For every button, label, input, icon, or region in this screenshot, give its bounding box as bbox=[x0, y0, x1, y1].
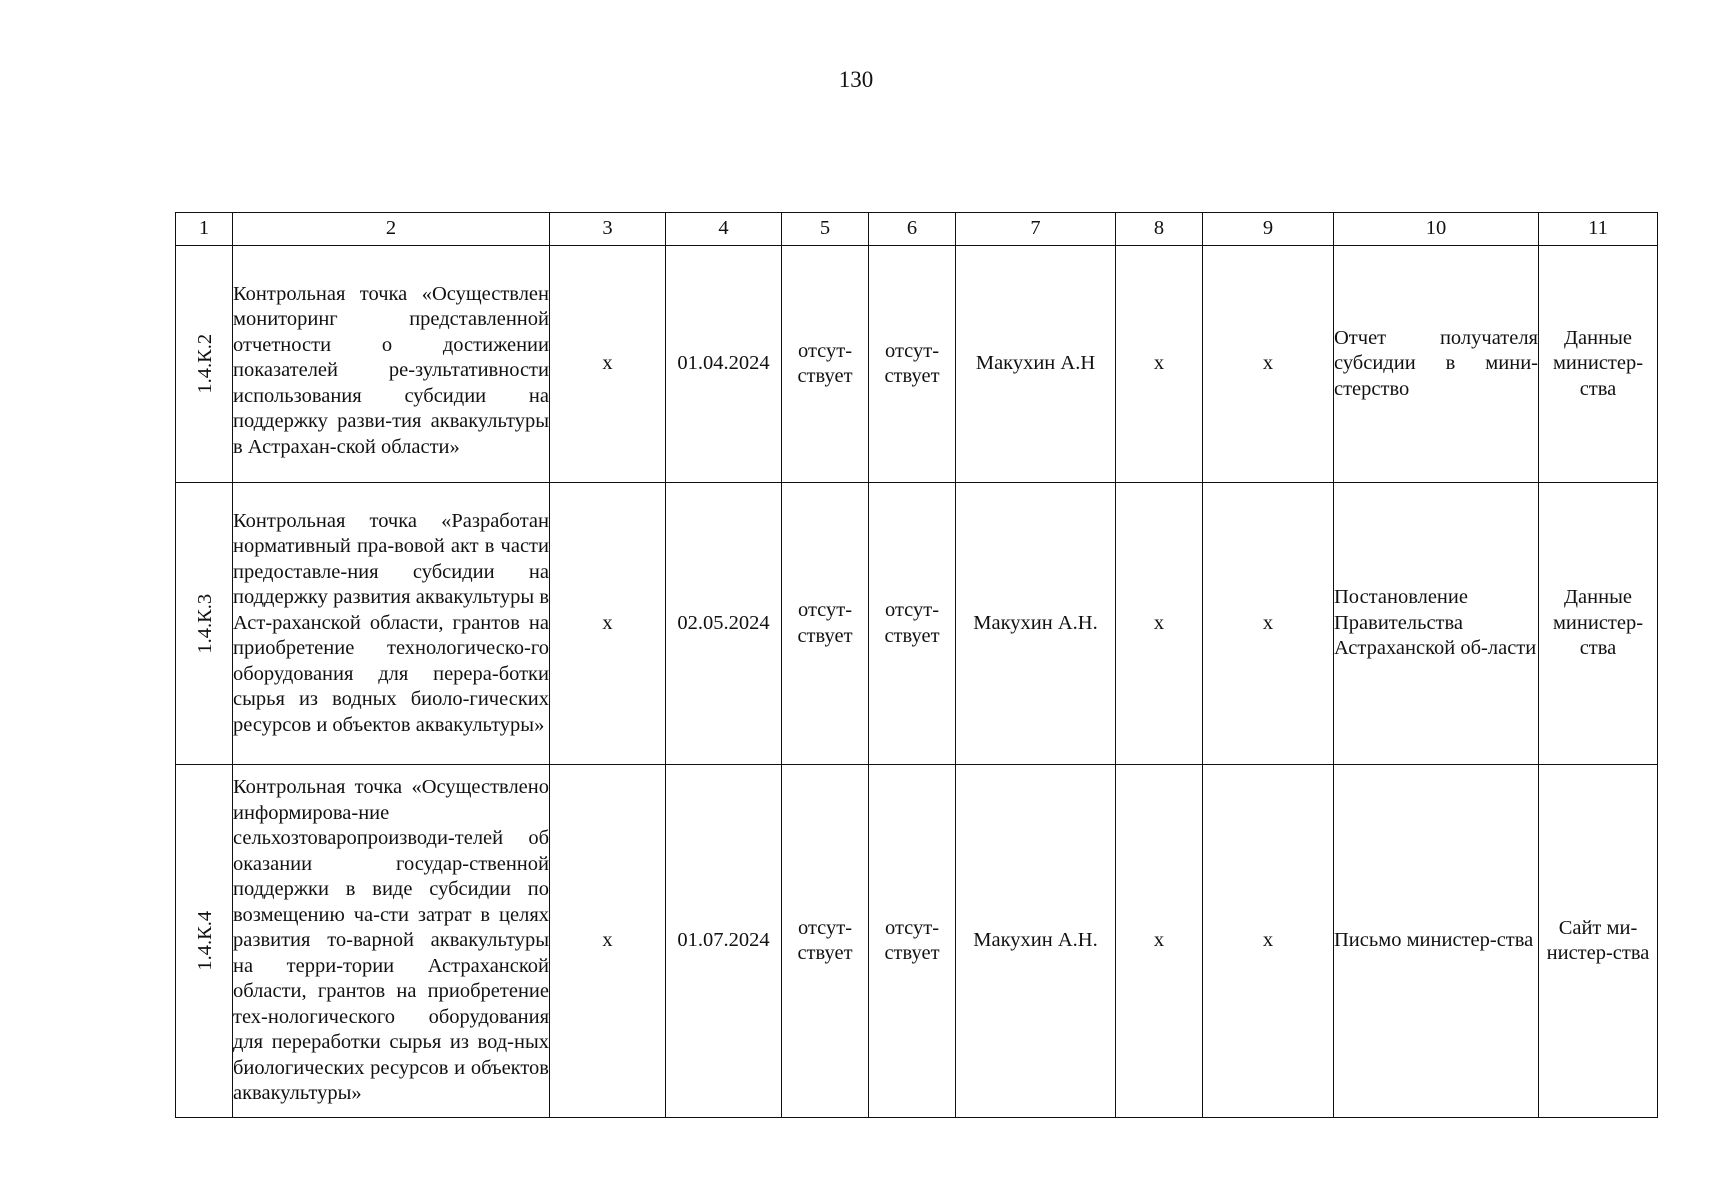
column-header: 2 bbox=[233, 213, 550, 246]
row-col3: х bbox=[550, 483, 666, 765]
row-code-cell bbox=[176, 483, 233, 765]
column-header: 7 bbox=[956, 213, 1116, 246]
row-date: 02.05.2024 bbox=[666, 483, 782, 765]
row-col6: отсут-ствует bbox=[869, 246, 956, 483]
row-col9: х bbox=[1203, 246, 1334, 483]
row-col6: отсут-ствует bbox=[869, 483, 956, 765]
row-code-cell bbox=[176, 765, 233, 1118]
row-description: Контрольная точка «Разработан нормативный пра-вовой акт в части предоставле-ния субсидии на поддержку развития аквакультуры в Аст-раханской области, грантов на приобретение технологическо-го оборудования для перера-ботки сырья из водных биоло-гических ресурсов и объектов аквакультуры» bbox=[233, 483, 550, 765]
row-col5: отсут-ствует bbox=[782, 246, 869, 483]
table-row bbox=[176, 246, 1658, 483]
row-source: Сайт ми-нистер-ства bbox=[1539, 765, 1658, 1118]
row-description: Контрольная точка «Осуществлен мониторинг представленной отчетности о достижении показателей ре-зультативности использования субсидии на поддержку разви-тия аквакультуры в Астрахан-ской области» bbox=[233, 246, 550, 483]
row-col8: х bbox=[1116, 483, 1203, 765]
table-row bbox=[176, 483, 1658, 765]
row-document: Отчет получателя субсидии в мини-стерство bbox=[1334, 246, 1539, 483]
column-header: 5 bbox=[782, 213, 869, 246]
header-row bbox=[176, 213, 1658, 246]
row-col5: отсут-ствует bbox=[782, 483, 869, 765]
column-header: 3 bbox=[550, 213, 666, 246]
column-header: 1 bbox=[176, 213, 233, 246]
row-responsible: Макухин А.Н bbox=[956, 246, 1116, 483]
row-code: 1.4.К.4 bbox=[194, 911, 217, 971]
column-header: 6 bbox=[869, 213, 956, 246]
row-col5: отсут-ствует bbox=[782, 765, 869, 1118]
row-source: Данные министер-ства bbox=[1539, 483, 1658, 765]
row-col6: отсут-ствует bbox=[869, 765, 956, 1118]
table-row bbox=[176, 765, 1658, 1118]
row-date: 01.07.2024 bbox=[666, 765, 782, 1118]
control-points-table bbox=[175, 212, 1658, 1118]
row-date: 01.04.2024 bbox=[666, 246, 782, 483]
row-col9: х bbox=[1203, 765, 1334, 1118]
row-col3: х bbox=[550, 765, 666, 1118]
row-code-cell bbox=[176, 246, 233, 483]
row-description: Контрольная точка «Осуществлено информирова-ние сельхозтоваропроизводи-телей об оказании государ-ственной поддержки в виде субсидии по возмещению ча-сти затрат в целях развития то-варной аквакультуры на терри-тории Астраханской области, грантов на приобретение тех-нологического оборудования для переработки сырья из вод-ных биологических ресурсов и объектов аквакультуры» bbox=[233, 765, 550, 1118]
row-source: Данные министер-ства bbox=[1539, 246, 1658, 483]
column-header: 9 bbox=[1203, 213, 1334, 246]
row-col8: х bbox=[1116, 246, 1203, 483]
row-code: 1.4.К.3 bbox=[194, 593, 217, 654]
column-header: 8 bbox=[1116, 213, 1203, 246]
row-document: Письмо министер-ства bbox=[1334, 765, 1539, 1118]
column-header: 11 bbox=[1539, 213, 1658, 246]
row-col8: х bbox=[1116, 765, 1203, 1118]
page-number: 130 bbox=[838, 67, 874, 92]
row-responsible: Макухин А.Н. bbox=[956, 765, 1116, 1118]
row-code: 1.4.К.2 bbox=[194, 334, 217, 394]
row-col3: х bbox=[550, 246, 666, 483]
row-document: Постановление Правительства Астраханской об-ласти bbox=[1334, 483, 1539, 765]
row-responsible: Макухин А.Н. bbox=[956, 483, 1116, 765]
column-header: 10 bbox=[1334, 213, 1539, 246]
column-header: 4 bbox=[666, 213, 782, 246]
row-col9: х bbox=[1203, 483, 1334, 765]
